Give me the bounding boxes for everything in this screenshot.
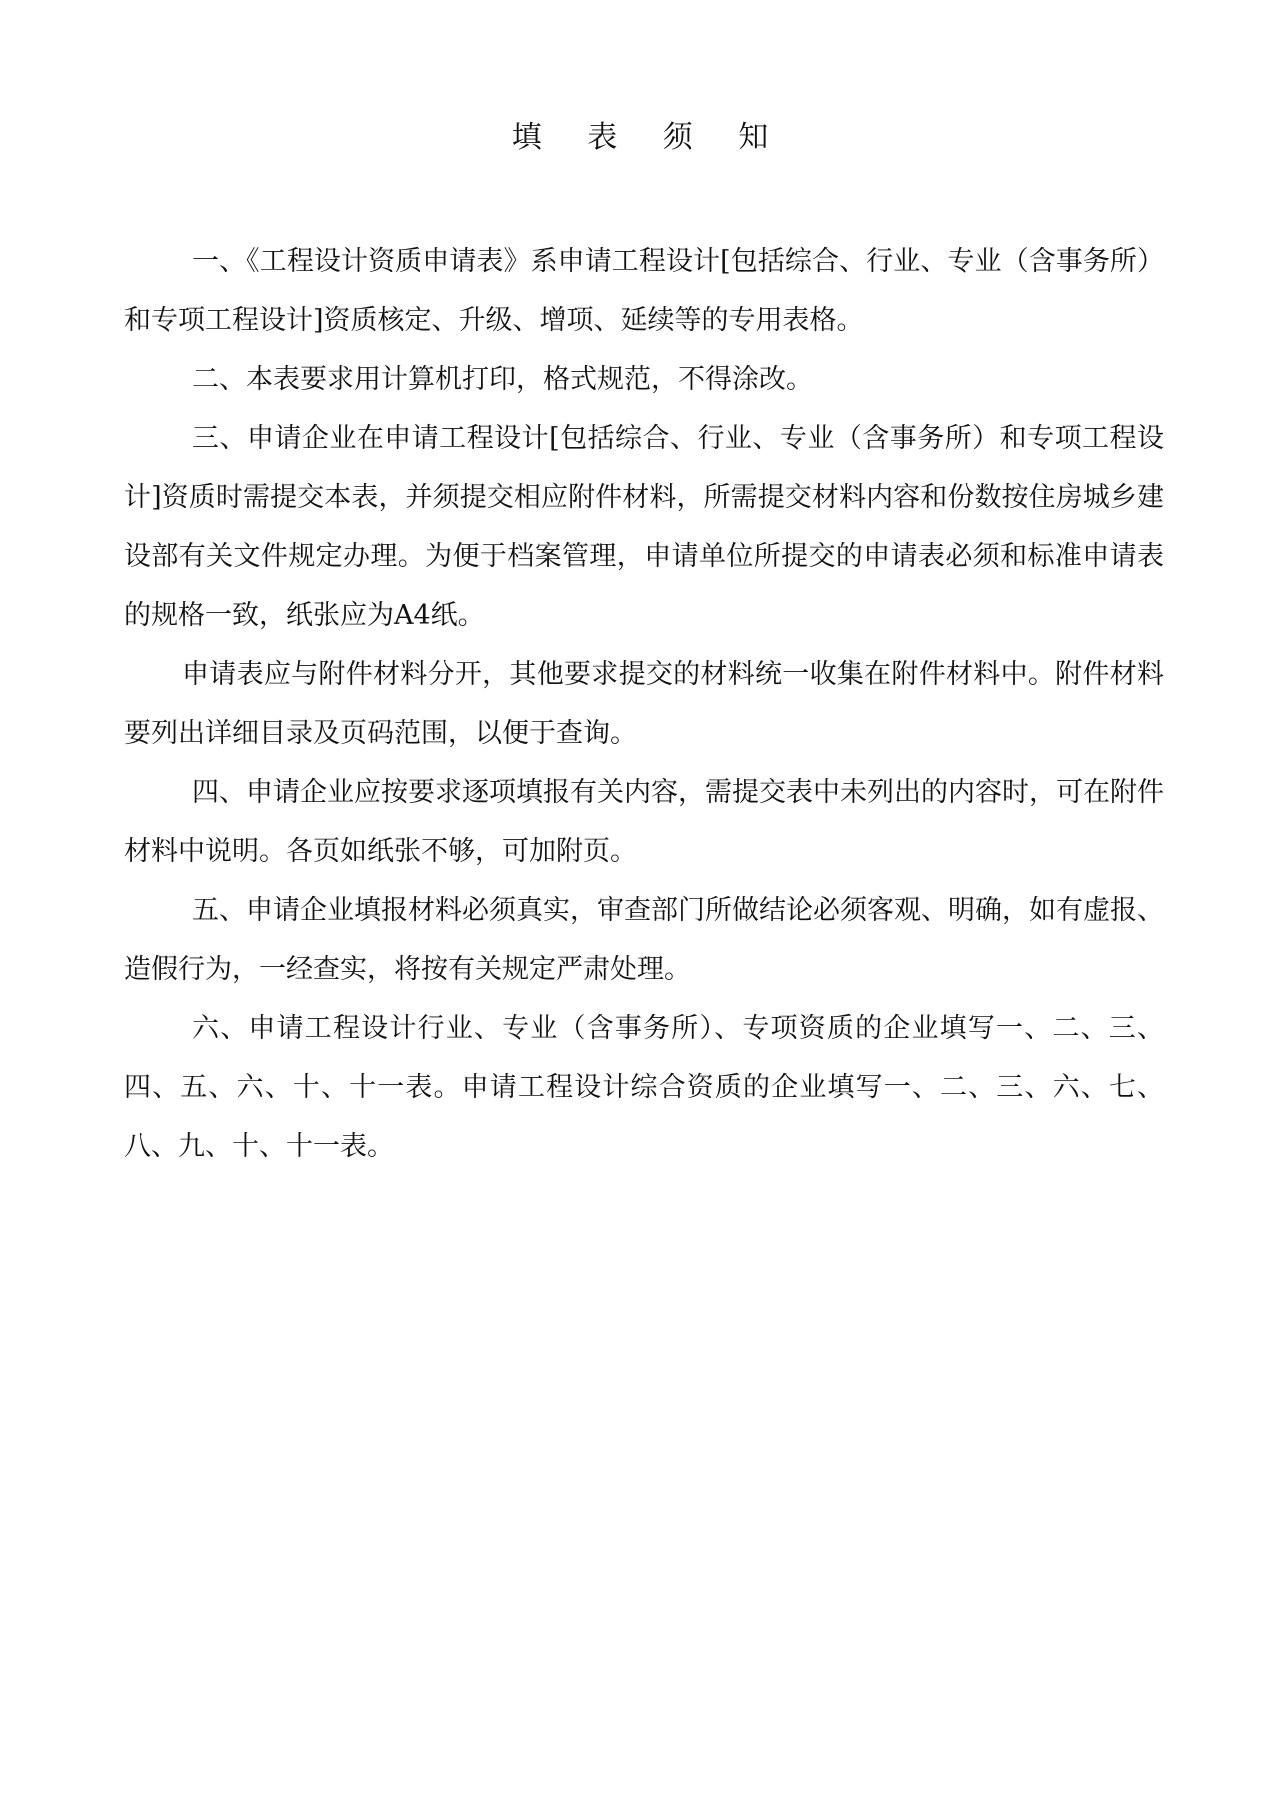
page-title: 填 表 须 知: [511, 120, 787, 155]
instruction-paragraph-5: 五、申请企业填报材料必须真实，审查部门所做结论必须客观、明确，如有虚报、造假行为，一经查实，将按有关规定严肃处理。: [124, 895, 1164, 985]
instruction-paragraph-3: 三、申请企业在申请工程设计[包括综合、行业、专业（含事务所）和专项工程设计]资质时需提交本表，并须提交相应附件材料，所需提交材料内容和份数按住房城乡建设部有关文件规定办理。为便于档案管理，申请单位所提交的申请表必须和标准申请表的规格一致，纸张应为A4纸。: [124, 423, 1164, 631]
instruction-paragraph-1: 一、《工程设计资质申请表》系申请工程设计[包括综合、行业、专业（含事务所）和专项工程设计]资质核定、升级、增项、延续等的专用表格。: [124, 246, 1164, 336]
instruction-paragraph-4: 四、申请企业应按要求逐项填报有关内容，需提交表中未列出的内容时，可在附件材料中说明。各页如纸张不够，可加附页。: [124, 777, 1164, 867]
instruction-paragraph-6: 六、申请工程设计行业、专业（含事务所）、专项资质的企业填写一、二、三、四、五、六、十、十一表。申请工程设计综合资质的企业填写一、二、三、六、七、八、九、十、十一表。: [124, 1013, 1164, 1162]
instruction-paragraph-2: 二、本表要求用计算机打印，格式规范，不得涂改。: [192, 364, 813, 395]
instructions-body: [124, 232, 1164, 1176]
instruction-paragraph-3-note: 申请表应与附件材料分开，其他要求提交的材料统一收集在附件材料中。附件材料要列出详细目录及页码范围，以便于查询。: [124, 659, 1164, 749]
